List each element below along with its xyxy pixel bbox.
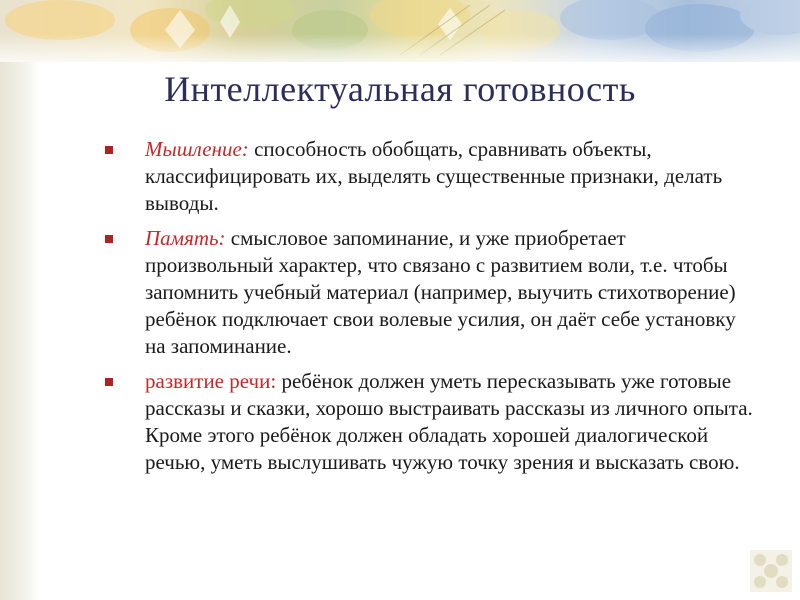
square-bullet-icon	[105, 146, 113, 154]
banner-fade	[0, 34, 800, 62]
item-text: способность обобщать, сравнивать объекты, классифицировать их, выделять существенные признаки, делать выводы.	[145, 137, 723, 215]
decorative-banner	[0, 0, 800, 62]
item-text: ребёнок должен уметь пересказывать уже готовые рассказы и сказки, хорошо выстраивать рассказы из личного опыта. Кроме этого ребёнок должен обладать хорошей диалогической речью, уметь выслушивать чужую точку зрения и высказать свою.	[145, 369, 753, 474]
item-text: смысловое запоминание, и уже приобретает произвольный характер, что связано с развитием воли, т.е. чтобы запомнить учебный материал (например, выучить стихотворение) ребёнок подключает свои волевые усилия, он даёт себе установку на запоминание.	[145, 226, 736, 358]
list-item-thinking	[105, 136, 755, 217]
square-bullet-icon	[105, 378, 113, 386]
item-lead: развитие речи:	[145, 369, 277, 393]
bullet-list	[105, 136, 755, 484]
list-item-speech	[105, 368, 755, 476]
square-bullet-icon	[105, 235, 113, 243]
item-lead: Память:	[145, 226, 226, 250]
corner-ornament-icon	[750, 550, 792, 592]
list-item-memory	[105, 225, 755, 360]
item-lead: Мышление:	[145, 137, 249, 161]
slide-title: Интеллектуальная готовность	[164, 69, 636, 109]
